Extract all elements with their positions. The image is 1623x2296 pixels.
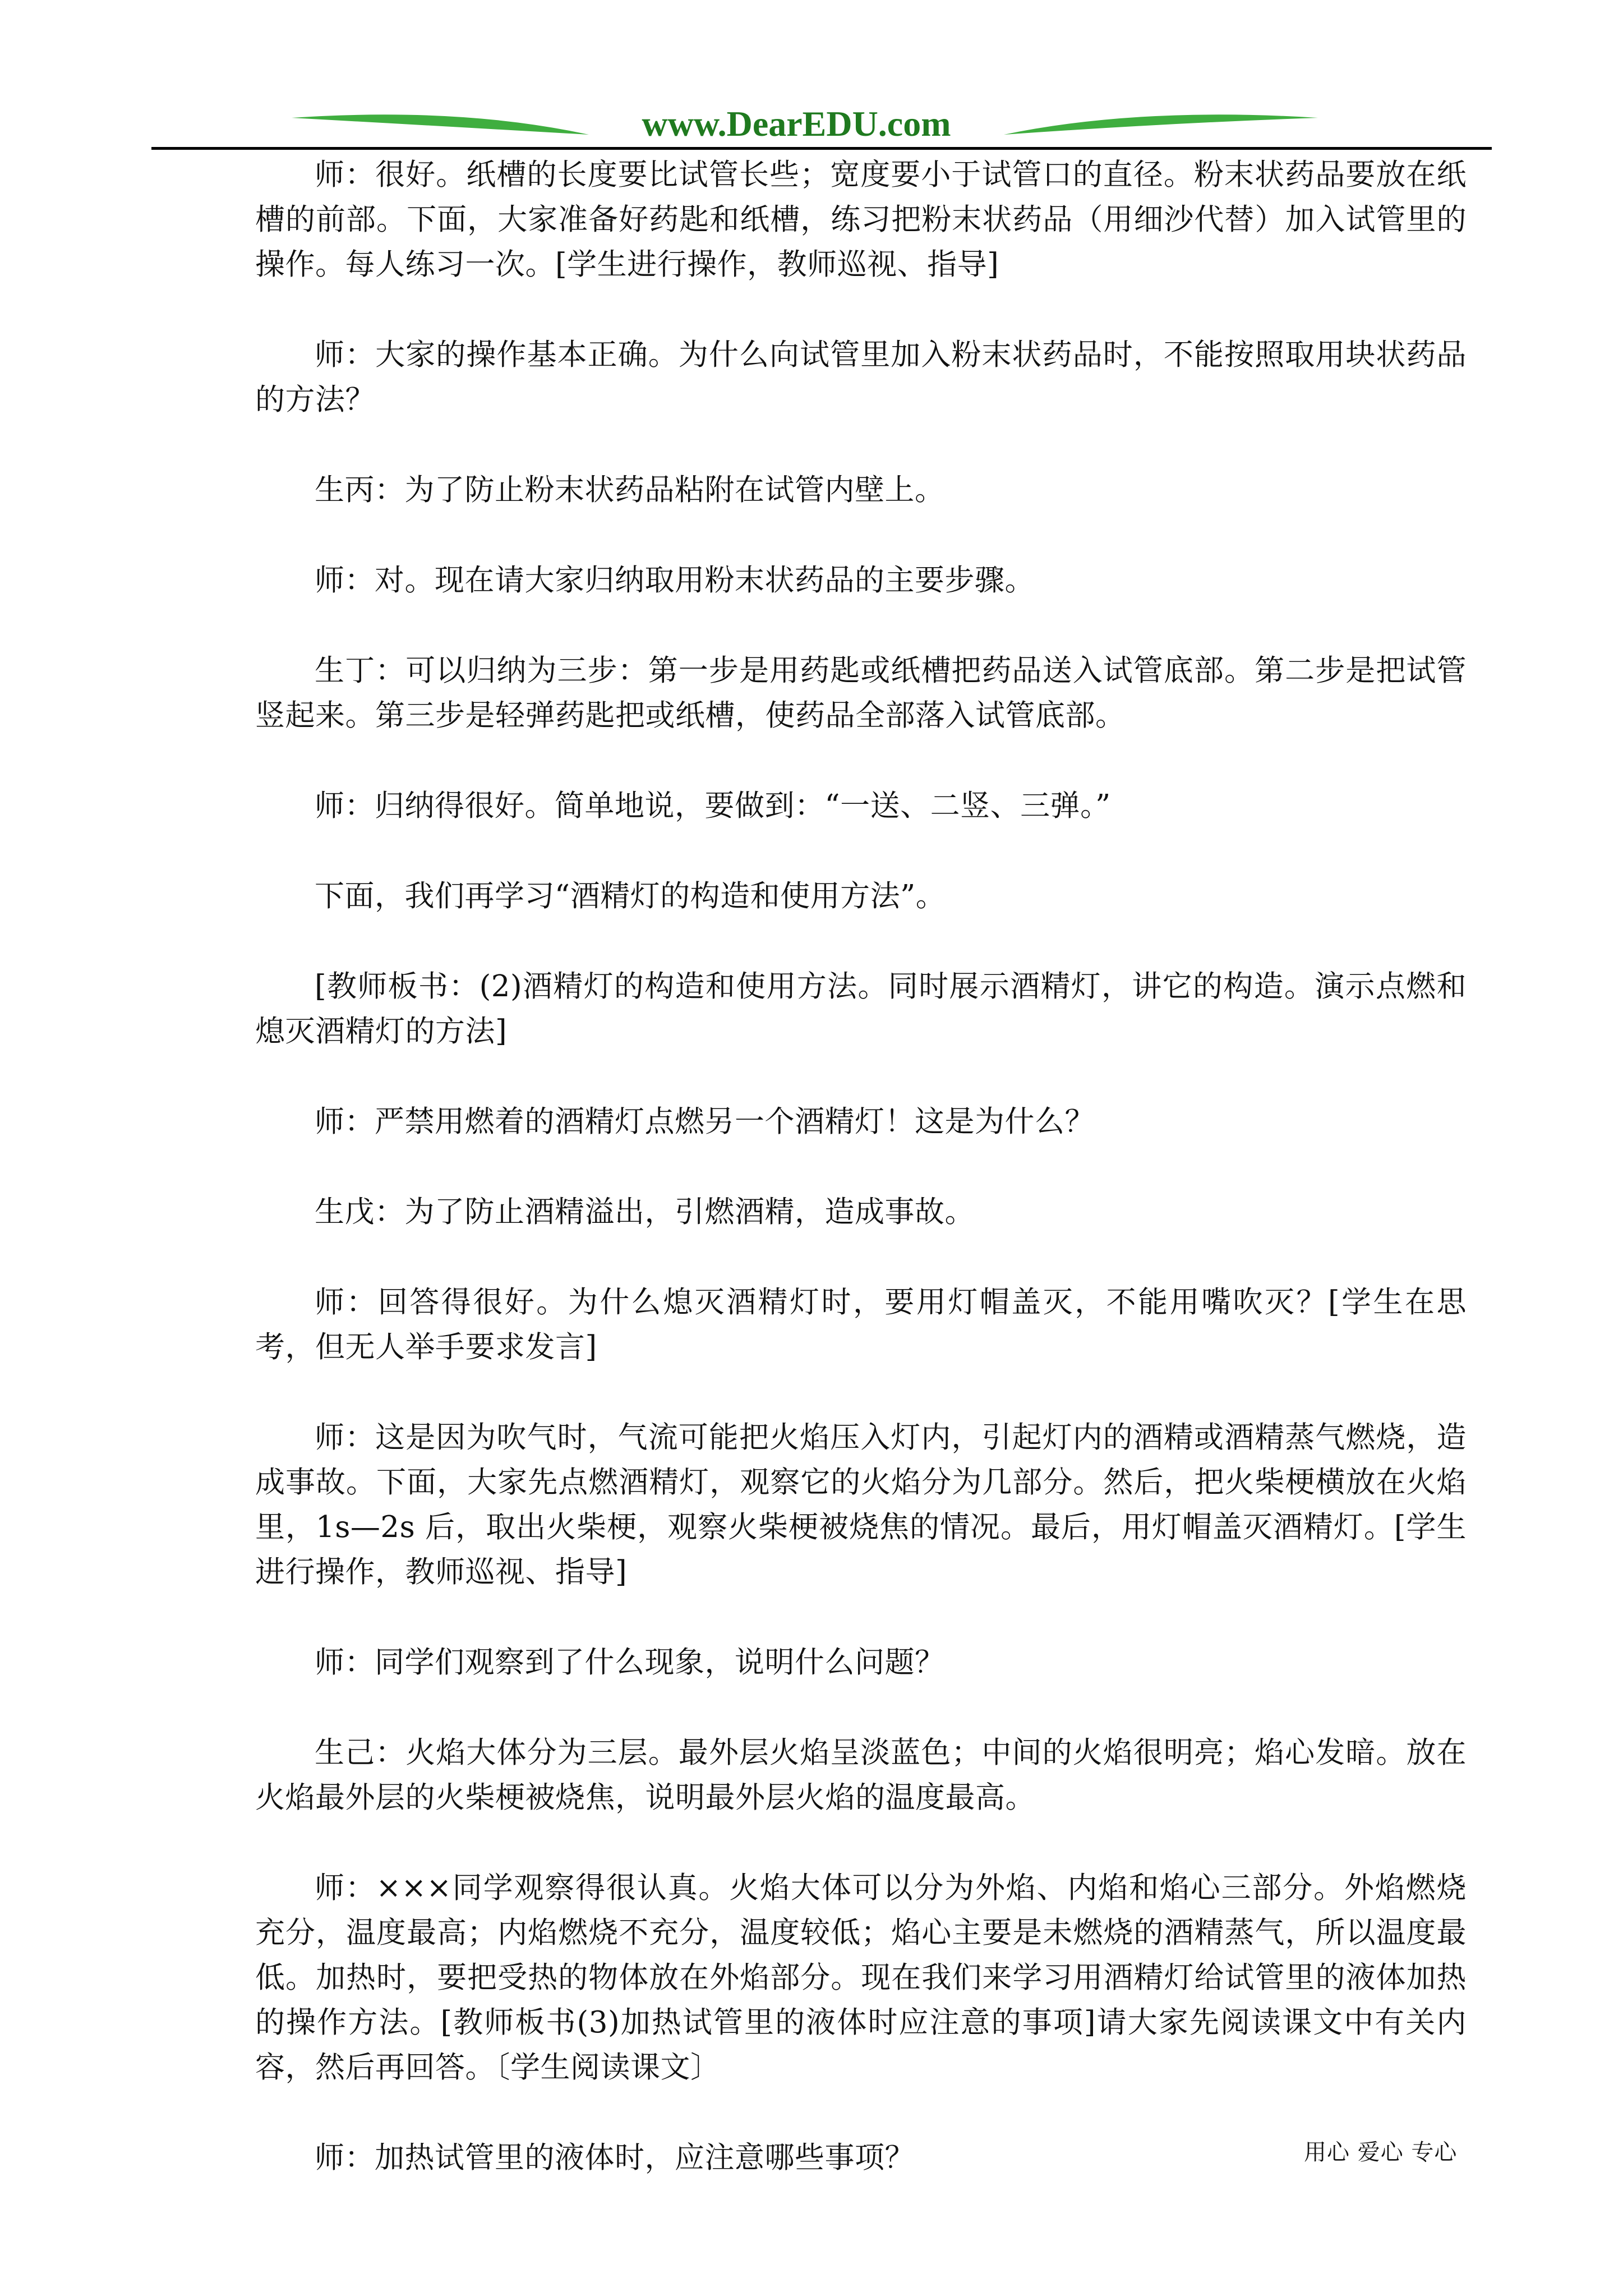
- paragraph: [教师板书：(2)酒精灯的构造和使用方法。同时展示酒精灯，讲它的构造。演示点燃和熄灭酒精灯的方法]: [255, 969, 1467, 1048]
- paragraph: 生丁：可以归纳为三步：第一步是用药匙或纸槽把药品送入试管底部。第二步是把试管竖起来。第三步是轻弹药匙把或纸槽，使药品全部落入试管底部。: [255, 654, 1467, 733]
- paragraph: 师：严禁用燃着的酒精灯点燃另一个酒精灯！这是为什么？: [315, 1105, 1095, 1139]
- left-swoosh: [292, 114, 589, 135]
- paragraph: 师：回答得很好。为什么熄灭酒精灯时，要用灯帽盖灭，不能用嘴吹灭？[学生在思考，但无人举手要求发言]: [255, 1285, 1467, 1364]
- header-rule: [151, 147, 1492, 150]
- paragraph: 下面，我们再学习“酒精灯的构造和使用方法”。: [315, 879, 946, 913]
- page-footer: 用心 爱心 专心: [1304, 2139, 1458, 2165]
- right-swoosh: [1004, 114, 1318, 135]
- paragraph: 师：加热试管里的液体时，应注意哪些事项？: [315, 2141, 915, 2175]
- page-header: [151, 84, 1492, 151]
- dearedu-logo: [151, 84, 1492, 151]
- document-body: [255, 153, 1467, 2226]
- paragraph: 师：很好。纸槽的长度要比试管长些；宽度要小于试管口的直径。粉末状药品要放在纸槽的前部。下面，大家准备好药匙和纸槽，练习把粉末状药品（用细沙代替）加入试管里的操作。每人练习一次。[学生进行操作，教师巡视、指导]: [255, 158, 1467, 282]
- paragraph: 师：×××同学观察得很认真。火焰大体可以分为外焰、内焰和焰心三部分。外焰燃烧充分，温度最高；内焰燃烧不充分，温度较低；焰心主要是未燃烧的酒精蒸气，所以温度最低。加热时，要把受热的物体放在外焰部分。现在我们来学习用酒精灯给试管里的液体加热的操作方法。[教师板书(3)加热试管里的液体时应注意的事项]请大家先阅读课文中有关内容，然后再回答。〔学生阅读课文〕: [255, 1871, 1467, 2085]
- logo-text: www.DearEDU.com: [642, 104, 951, 144]
- paragraph: 生丙：为了防止粉末状药品粘附在试管内壁上。: [315, 473, 945, 507]
- paragraph: 生己：火焰大体分为三层。最外层火焰呈淡蓝色；中间的火焰很明亮；焰心发暗。放在火焰最外层的火柴梗被烧焦，说明最外层火焰的温度最高。: [255, 1736, 1467, 1815]
- paragraph: 生戊：为了防止酒精溢出，引燃酒精，造成事故。: [315, 1195, 975, 1229]
- paragraph: 师：同学们观察到了什么现象，说明什么问题？: [315, 1645, 945, 1680]
- paragraph: 师：对。现在请大家归纳取用粉末状药品的主要步骤。: [315, 563, 1035, 597]
- paragraph: 师：大家的操作基本正确。为什么向试管里加入粉末状药品时，不能按照取用块状药品的方法？: [255, 338, 1467, 417]
- paragraph: 师：这是因为吹气时，气流可能把火焰压入灯内，引起灯内的酒精或酒精蒸气燃烧，造成事故。下面，大家先点燃酒精灯，观察它的火焰分为几部分。然后，把火柴梗横放在火焰里，1s—2s 后，取出火柴梗，观察火柴梗被烧焦的情况。最后，用灯帽盖灭酒精灯。[学生进行操作，教师巡视、指导]: [255, 1420, 1467, 1589]
- paragraph: 师：归纳得很好。简单地说，要做到：“一送、二竖、三弹。”: [315, 789, 1111, 823]
